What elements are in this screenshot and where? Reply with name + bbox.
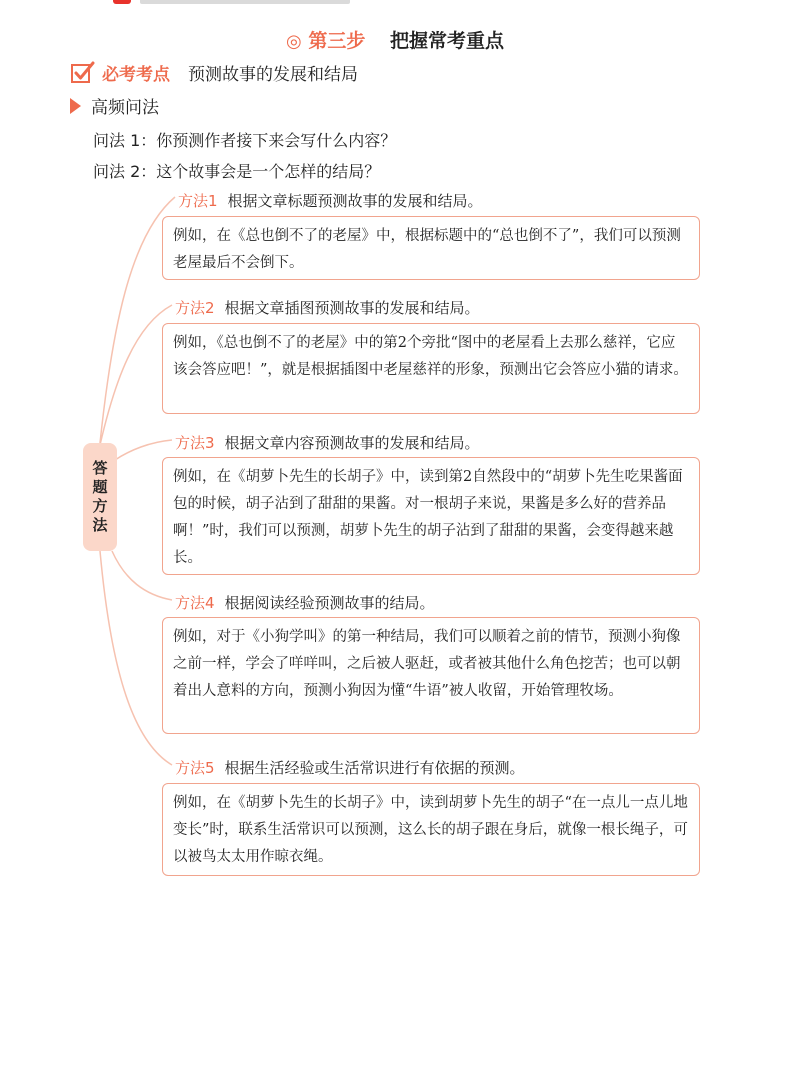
branch-line-3: [115, 440, 172, 460]
method-5-title: [175, 757, 525, 778]
step-label: 第三步: [308, 30, 366, 52]
method-2-example-box: 例如，《总也倒不了的老屋》中的第2个旁批“图中的老屋看上去那么慈祥，它应该会答应吧！”，就是根据插图中老屋慈祥的形象，预测出它会答应小猫的请求。: [162, 323, 700, 414]
step-name: 把握常考重点: [389, 30, 504, 52]
method-title: 根据文章标题预测故事的发展和结局。: [227, 192, 483, 210]
question-text: 这个故事会是一个怎样的结局？: [156, 162, 381, 181]
method-4-title: [175, 592, 435, 613]
method-1-title: [178, 190, 483, 211]
method-2-title: [175, 297, 480, 318]
method-number: 方法4: [175, 594, 215, 612]
method-5-example-box: 例如，在《胡萝卜先生的长胡子》中，读到胡萝卜先生的胡子“在一点儿一点儿地变长”时，联系生活常识可以预测，这么长的胡子跟在身后，就像一根长绳子，可以被鸟太太用作晾衣绳。: [162, 783, 700, 876]
key-point-label: 必考考点: [102, 64, 170, 85]
method-title: 根据阅读经验预测故事的结局。: [224, 594, 435, 612]
method-number: 方法2: [175, 299, 215, 317]
key-point-text: 预测故事的发展和结局: [188, 64, 358, 85]
question-label: 问法 1：: [93, 131, 157, 150]
method-number: 方法3: [175, 434, 215, 452]
method-3-example-box: 例如，在《胡萝卜先生的长胡子》中，读到第2自然段中的“胡萝卜先生吃果酱面包的时候，胡子沾到了甜甜的果酱。对一根胡子来说，果酱是多么好的营养品啊！”时，我们可以预测，胡萝卜先生的胡子沾到了甜甜的果酱，会变得越来越长。: [162, 457, 700, 575]
method-title: 根据文章内容预测故事的发展和结局。: [224, 434, 480, 452]
question-label: 问法 2：: [93, 162, 157, 181]
method-3-title: [175, 432, 480, 453]
method-number: 方法5: [175, 759, 215, 777]
method-title: 根据生活经验或生活常识进行有依据的预测。: [224, 759, 525, 777]
method-number: 方法1: [178, 192, 218, 210]
question-text: 你预测作者接下来会写什么内容？: [156, 131, 397, 150]
circle-icon: ◎: [286, 31, 302, 52]
section-title: 高频问法: [91, 98, 159, 118]
method-title: 根据文章插图预测故事的发展和结局。: [224, 299, 480, 317]
answer-method-label: 答题方法: [83, 443, 117, 551]
method-4-example-box: 例如，对于《小狗学叫》的第一种结局，我们可以顺着之前的情节，预测小狗像之前一样，学会了咩咩叫，之后被人驱赶，或者被其他什么角色挖苦；也可以朝着出人意料的方向，预测小狗因为懂“牛语”被人收留，开始管理牧场。: [162, 617, 700, 734]
method-1-example-box: 例如，在《总也倒不了的老屋》中，根据标题中的“总也倒不了”，我们可以预测老屋最后不会倒下。: [162, 216, 700, 280]
